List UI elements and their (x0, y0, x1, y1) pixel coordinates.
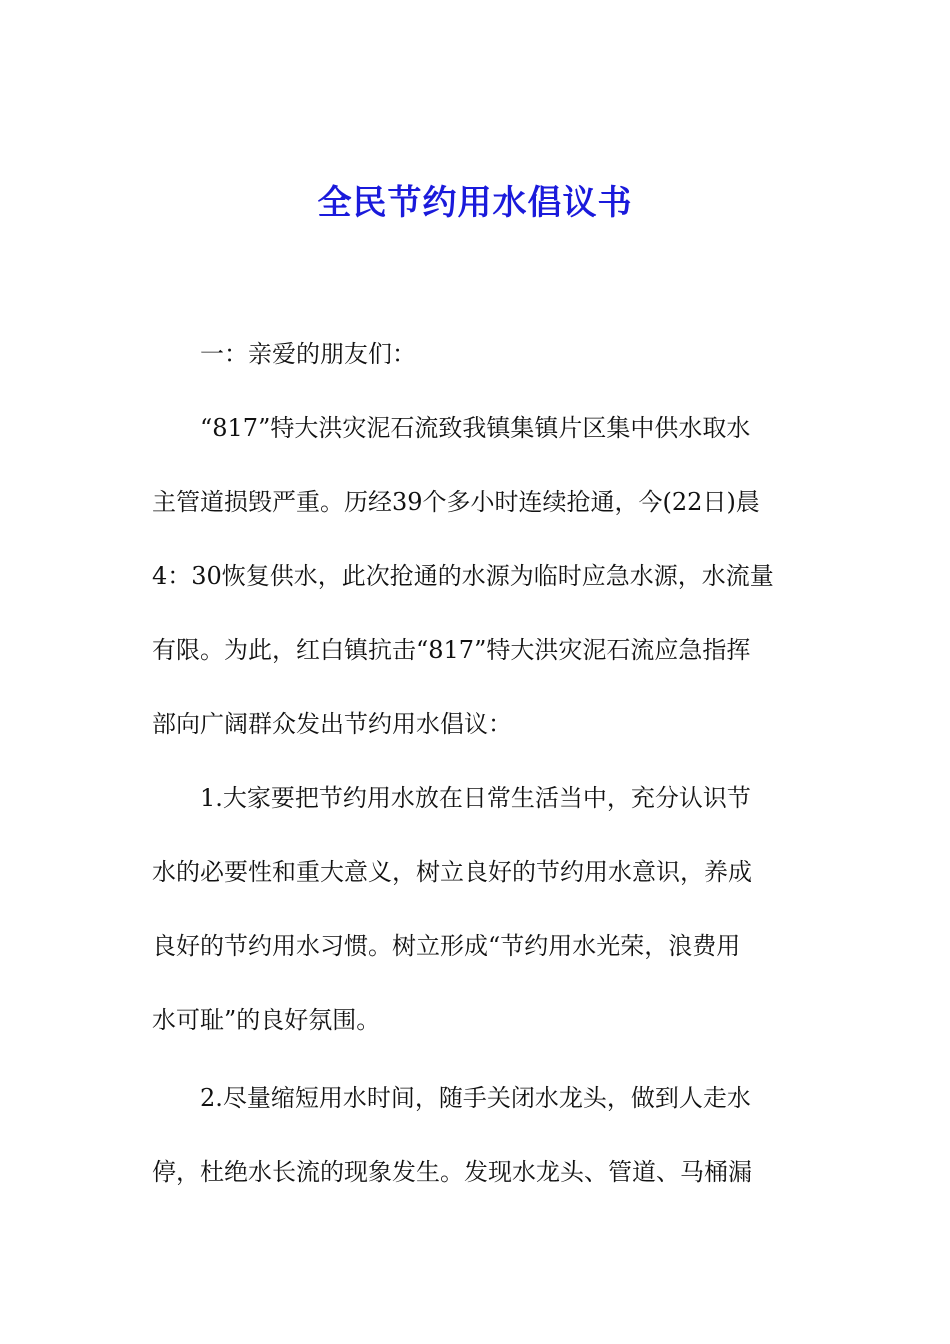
paragraph-line: 1.大家要把节约用水放在日常生活当中，充分认识节 (200, 784, 751, 812)
document-title: 全民节约用水倡议书 (317, 183, 633, 223)
paragraph-line: 2.尽量缩短用水时间，随手关闭水龙头，做到人走水 (200, 1084, 751, 1112)
paragraph-line: 良好的节约用水习惯。树立形成“节约用水光荣，浪费用 (152, 932, 741, 960)
paragraph-line: 水的必要性和重大意义，树立良好的节约用水意识，养成 (152, 858, 752, 886)
salutation-line: 一：亲爱的朋友们： (200, 340, 416, 368)
paragraph-line: 主管道损毁严重。历经39个多小时连续抢通，今(22日)晨 (152, 488, 760, 516)
paragraph-line: 部向广阔群众发出节约用水倡议： (152, 710, 512, 738)
paragraph-line: 4：30恢复供水，此次抢通的水源为临时应急水源，水流量 (152, 562, 774, 590)
paragraph-line: 水可耻”的良好氛围。 (152, 1006, 381, 1034)
paragraph-line: “817”特大洪灾泥石流致我镇集镇片区集中供水取水 (200, 414, 751, 442)
paragraph-line: 停，杜绝水长流的现象发生。发现水龙头、管道、马桶漏 (152, 1158, 752, 1186)
paragraph-line: 有限。为此，红白镇抗击“817”特大洪灾泥石流应急指挥 (152, 636, 751, 664)
